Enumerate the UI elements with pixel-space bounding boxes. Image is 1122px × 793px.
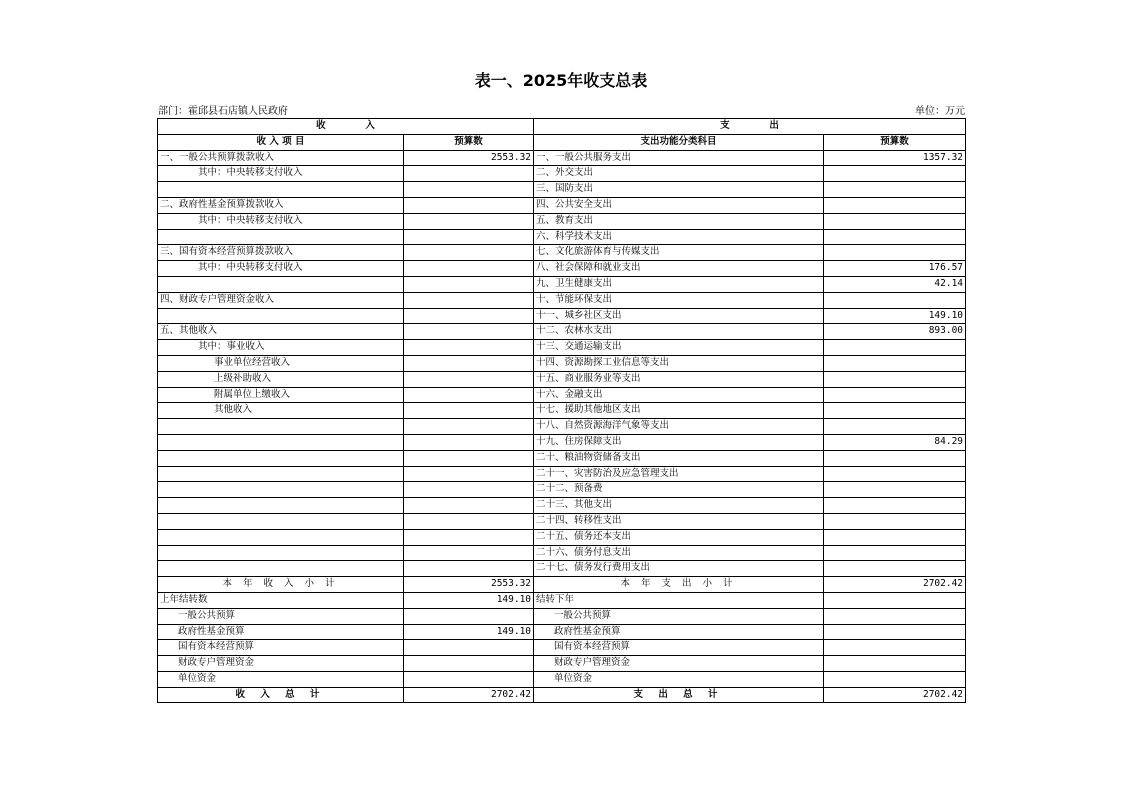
income-item-cell [158,482,404,498]
income-item-cell [158,561,404,577]
income-carry-label: 一般公共预算 [158,608,404,624]
expense-item-cell: 四、公共安全支出 [534,197,824,213]
expense-item-cell: 十三、交通运输支出 [534,340,824,356]
carry-row [158,608,966,624]
income-item-cell [158,434,404,450]
table-row [158,403,966,419]
carry-section [158,592,966,687]
table-row [158,197,966,213]
table-row [158,213,966,229]
expense-item-cell: 七、文化旅游体育与传媒支出 [534,245,824,261]
expense-value-cell [824,403,966,419]
table-row [158,355,966,371]
expense-item-cell: 二十六、债务付息支出 [534,545,824,561]
department-label: 部门：霍邱县石店镇人民政府 [158,106,288,117]
expense-item-cell: 十、节能环保支出 [534,292,824,308]
expense-carry-label: 单位资金 [534,671,824,687]
income-value-cell [404,292,534,308]
income-item-cell [158,466,404,482]
income-item-cell: 五、其他收入 [158,324,404,340]
income-value-cell [404,308,534,324]
expense-value-cell [824,513,966,529]
total-row [158,687,966,703]
income-budget-header: 预算数 [404,134,534,150]
income-value-cell [404,182,534,198]
income-value-cell [404,261,534,277]
income-value-cell [404,276,534,292]
income-value-cell [404,229,534,245]
expense-carry-value [824,608,966,624]
income-carry-value [404,640,534,656]
income-value-cell [404,371,534,387]
expense-item-cell: 九、卫生健康支出 [534,276,824,292]
income-value-cell [404,324,534,340]
income-total-label: 收 入 总 计 [158,687,404,703]
expense-item-cell: 二十一、灾害防治及应急管理支出 [534,466,824,482]
expense-item-cell: 十一、城乡社区支出 [534,308,824,324]
expense-value-cell: 176.57 [824,261,966,277]
income-item-cell: 四、财政专户管理资金收入 [158,292,404,308]
subtotal-section [158,577,966,593]
expense-item-cell: 十九、住房保障支出 [534,434,824,450]
expense-item-header: 支出功能分类科目 [534,134,824,150]
carry-row [158,640,966,656]
income-value-cell [404,545,534,561]
table-row [158,513,966,529]
expense-value-cell [824,387,966,403]
income-carry-label: 政府性基金预算 [158,624,404,640]
expense-value-cell: 1357.32 [824,150,966,166]
income-item-cell: 其他收入 [158,403,404,419]
expense-section-header: 支 出 [534,119,966,135]
expense-value-cell [824,166,966,182]
carry-row [158,656,966,672]
income-subtotal-value: 2553.32 [404,577,534,593]
income-item-cell: 其中：事业收入 [158,340,404,356]
income-section-header: 收 入 [158,119,534,135]
table-row [158,276,966,292]
income-value-cell [404,513,534,529]
subtotal-row [158,577,966,593]
income-value-cell [404,340,534,356]
expense-item-cell: 十五、商业服务业等支出 [534,371,824,387]
expense-value-cell [824,340,966,356]
income-value-cell [404,529,534,545]
income-total-value: 2702.42 [404,687,534,703]
income-value-cell [404,245,534,261]
table-row [158,182,966,198]
income-item-cell: 附属单位上缴收入 [158,387,404,403]
expense-carry-label: 结转下年 [534,592,824,608]
expense-value-cell [824,450,966,466]
income-item-cell: 二、政府性基金预算拨款收入 [158,197,404,213]
income-item-cell [158,529,404,545]
expense-value-cell [824,561,966,577]
expense-value-cell [824,182,966,198]
expense-item-cell: 一、一般公共服务支出 [534,150,824,166]
column-header-row [158,134,966,150]
income-value-cell: 2553.32 [404,150,534,166]
expense-carry-value [824,624,966,640]
expense-value-cell: 149.10 [824,308,966,324]
income-carry-value [404,608,534,624]
expense-value-cell: 893.00 [824,324,966,340]
table-row [158,150,966,166]
expense-carry-label: 财政专户管理资金 [534,656,824,672]
table-row [158,387,966,403]
expense-carry-label: 政府性基金预算 [534,624,824,640]
income-item-cell: 上级补助收入 [158,371,404,387]
expense-subtotal-label: 本 年 支 出 小 计 [534,577,824,593]
income-value-cell [404,466,534,482]
expense-carry-value [824,592,966,608]
expense-item-cell: 二十二、预备费 [534,482,824,498]
expense-item-cell: 二十三、其他支出 [534,498,824,514]
table-row [158,340,966,356]
income-value-cell [404,561,534,577]
income-value-cell [404,166,534,182]
expense-value-cell: 84.29 [824,434,966,450]
table-row [158,419,966,435]
income-carry-label: 单位资金 [158,671,404,687]
page-title: 表一、2025年收支总表 [474,71,648,90]
expense-value-cell [824,355,966,371]
table-row [158,229,966,245]
income-item-cell [158,513,404,529]
table-body [158,150,966,577]
income-item-cell [158,450,404,466]
expense-budget-header: 预算数 [824,134,966,150]
income-item-cell [158,276,404,292]
total-section [158,687,966,703]
income-carry-label: 国有资本经营预算 [158,640,404,656]
expense-carry-value [824,640,966,656]
income-item-cell [158,182,404,198]
expense-carry-value [824,656,966,672]
expense-value-cell [824,229,966,245]
table-row [158,261,966,277]
expense-value-cell: 42.14 [824,276,966,292]
expense-value-cell [824,482,966,498]
income-item-cell: 其中：中央转移支付收入 [158,261,404,277]
income-item-cell [158,498,404,514]
table-row [158,371,966,387]
income-value-cell [404,482,534,498]
income-item-cell: 其中：中央转移支付收入 [158,166,404,182]
expense-carry-label: 一般公共预算 [534,608,824,624]
budget-table [157,118,966,703]
table-row [158,529,966,545]
income-item-cell: 三、国有资本经营预算拨款收入 [158,245,404,261]
table-row [158,324,966,340]
expense-item-cell: 八、社会保障和就业支出 [534,261,824,277]
expense-total-label: 支 出 总 计 [534,687,824,703]
carry-row [158,592,966,608]
income-subtotal-label: 本 年 收 入 小 计 [158,577,404,593]
table-row [158,434,966,450]
table-row [158,166,966,182]
income-item-cell: 一、一般公共预算拨款收入 [158,150,404,166]
expense-value-cell [824,529,966,545]
income-value-cell [404,498,534,514]
table-row [158,545,966,561]
table-row [158,498,966,514]
expense-value-cell [824,197,966,213]
income-carry-value: 149.10 [404,592,534,608]
expense-subtotal-value: 2702.42 [824,577,966,593]
income-value-cell [404,213,534,229]
expense-value-cell [824,419,966,435]
table-row [158,245,966,261]
expense-value-cell [824,545,966,561]
expense-value-cell [824,498,966,514]
expense-item-cell: 十四、资源勘探工业信息等支出 [534,355,824,371]
income-item-cell: 事业单位经营收入 [158,355,404,371]
expense-item-cell: 二十七、债务发行费用支出 [534,561,824,577]
income-value-cell [404,450,534,466]
expense-carry-value [824,671,966,687]
income-value-cell [404,419,534,435]
income-carry-label: 上年结转数 [158,592,404,608]
carry-row [158,624,966,640]
expense-value-cell [824,371,966,387]
expense-item-cell: 十七、援助其他地区支出 [534,403,824,419]
income-item-cell [158,308,404,324]
expense-value-cell [824,292,966,308]
table-row [158,308,966,324]
income-item-cell: 其中：中央转移支付收入 [158,213,404,229]
income-carry-label: 财政专户管理资金 [158,656,404,672]
expense-value-cell [824,245,966,261]
income-value-cell [404,355,534,371]
income-carry-value [404,656,534,672]
table-row [158,292,966,308]
expense-value-cell [824,466,966,482]
expense-item-cell: 二十四、转移性支出 [534,513,824,529]
expense-item-cell: 二、外交支出 [534,166,824,182]
income-value-cell [404,197,534,213]
expense-item-cell: 三、国防支出 [534,182,824,198]
income-value-cell [404,387,534,403]
table-row [158,466,966,482]
income-value-cell [404,434,534,450]
expense-item-cell: 十八、自然资源海洋气象等支出 [534,419,824,435]
table-row [158,561,966,577]
income-value-cell [404,403,534,419]
table-row [158,450,966,466]
expense-item-cell: 六、科学技术支出 [534,229,824,245]
income-item-cell [158,229,404,245]
income-item-cell [158,545,404,561]
expense-item-cell: 二十五、债务还本支出 [534,529,824,545]
expense-value-cell [824,213,966,229]
unit-label: 单位：万元 [915,106,965,117]
income-item-cell [158,419,404,435]
expense-item-cell: 十六、金融支出 [534,387,824,403]
income-item-header: 收 入 项 目 [158,134,404,150]
expense-total-value: 2702.42 [824,687,966,703]
section-header-row [158,119,966,135]
expense-item-cell: 二十、粮油物资储备支出 [534,450,824,466]
income-carry-value: 149.10 [404,624,534,640]
table-row [158,482,966,498]
income-carry-value [404,671,534,687]
expense-item-cell: 十二、农林水支出 [534,324,824,340]
expense-item-cell: 五、教育支出 [534,213,824,229]
carry-row [158,671,966,687]
expense-carry-label: 国有资本经营预算 [534,640,824,656]
